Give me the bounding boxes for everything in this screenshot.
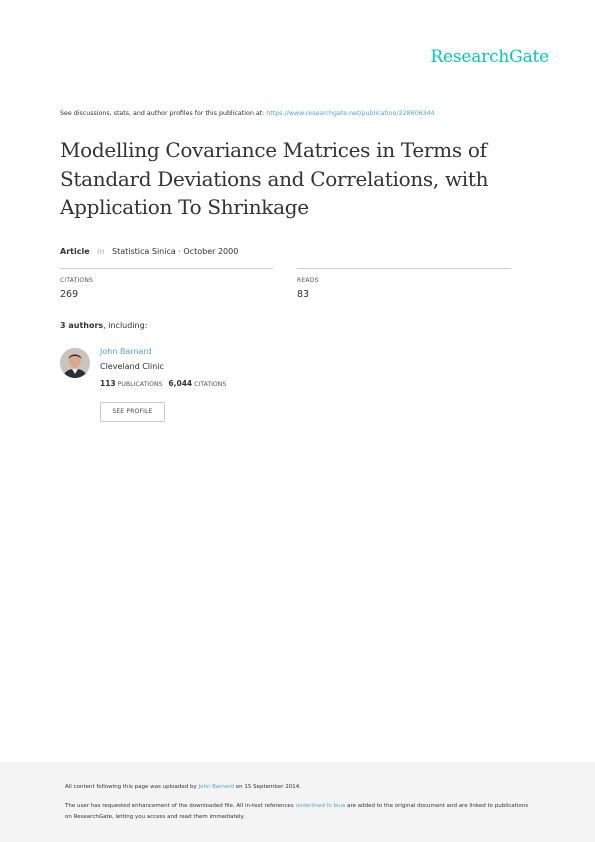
citations-value: 269 bbox=[60, 289, 79, 300]
author-name-link[interactable]: John Barnard bbox=[100, 347, 152, 356]
uploader-link[interactable]: John Barnard bbox=[198, 784, 234, 790]
author-publications-label: PUBLICATIONS bbox=[117, 381, 163, 388]
see-profile-button[interactable]: SEE PROFILE bbox=[100, 402, 165, 422]
authors-count: 3 authors bbox=[60, 321, 104, 330]
upload-notice bbox=[65, 782, 535, 793]
notice-text-b: are added to the original document and are linked to publications on ResearchGate, letting you access and read them immediately. bbox=[65, 803, 529, 820]
authors-suffix: , including: bbox=[103, 321, 148, 330]
publication-title: Modelling Covariance Matrices in Terms of Standard Deviations and Correlations, with Application To Shrinkage bbox=[60, 138, 489, 219]
enhancement-notice bbox=[65, 801, 535, 822]
authors-heading bbox=[60, 321, 147, 330]
publication-meta bbox=[60, 247, 238, 256]
avatar-photo-icon bbox=[60, 348, 90, 378]
author-avatar[interactable] bbox=[60, 348, 90, 378]
in-label: in bbox=[97, 247, 105, 256]
notice-text-a: The user has requested enhancement of the downloaded file. All in-text references bbox=[65, 803, 294, 809]
researchgate-logo[interactable]: ResearchGate bbox=[430, 47, 549, 67]
footer bbox=[0, 762, 595, 842]
author-institution: Cleveland Clinic bbox=[100, 362, 164, 371]
publication-url-link[interactable]: https://www.researchgate.net/publication/228606344 bbox=[266, 110, 435, 117]
citations-label: CITATIONS bbox=[60, 277, 94, 284]
author-citations-count: 6,044 bbox=[168, 379, 193, 388]
author-citations-label: CITATIONS bbox=[194, 381, 227, 388]
underlined-in-blue-link[interactable]: underlined in blue bbox=[295, 803, 346, 809]
author-publications-count: 113 bbox=[100, 379, 116, 388]
discussion-line bbox=[60, 110, 435, 117]
author-stats bbox=[100, 379, 350, 388]
discussion-prefix: See discussions, stats, and author profiles for this publication at: bbox=[60, 110, 265, 117]
reads-stat bbox=[297, 268, 511, 300]
reads-label: READS bbox=[297, 277, 319, 284]
upload-prefix: All content following this page was uploaded by bbox=[65, 784, 197, 790]
reads-value: 83 bbox=[297, 289, 310, 300]
upload-suffix: on 15 September 2014. bbox=[235, 784, 301, 790]
citations-stat bbox=[60, 268, 273, 300]
journal-date: Statistica Sinica · October 2000 bbox=[112, 247, 239, 256]
author-info bbox=[100, 347, 350, 388]
publication-type: Article bbox=[60, 247, 90, 256]
